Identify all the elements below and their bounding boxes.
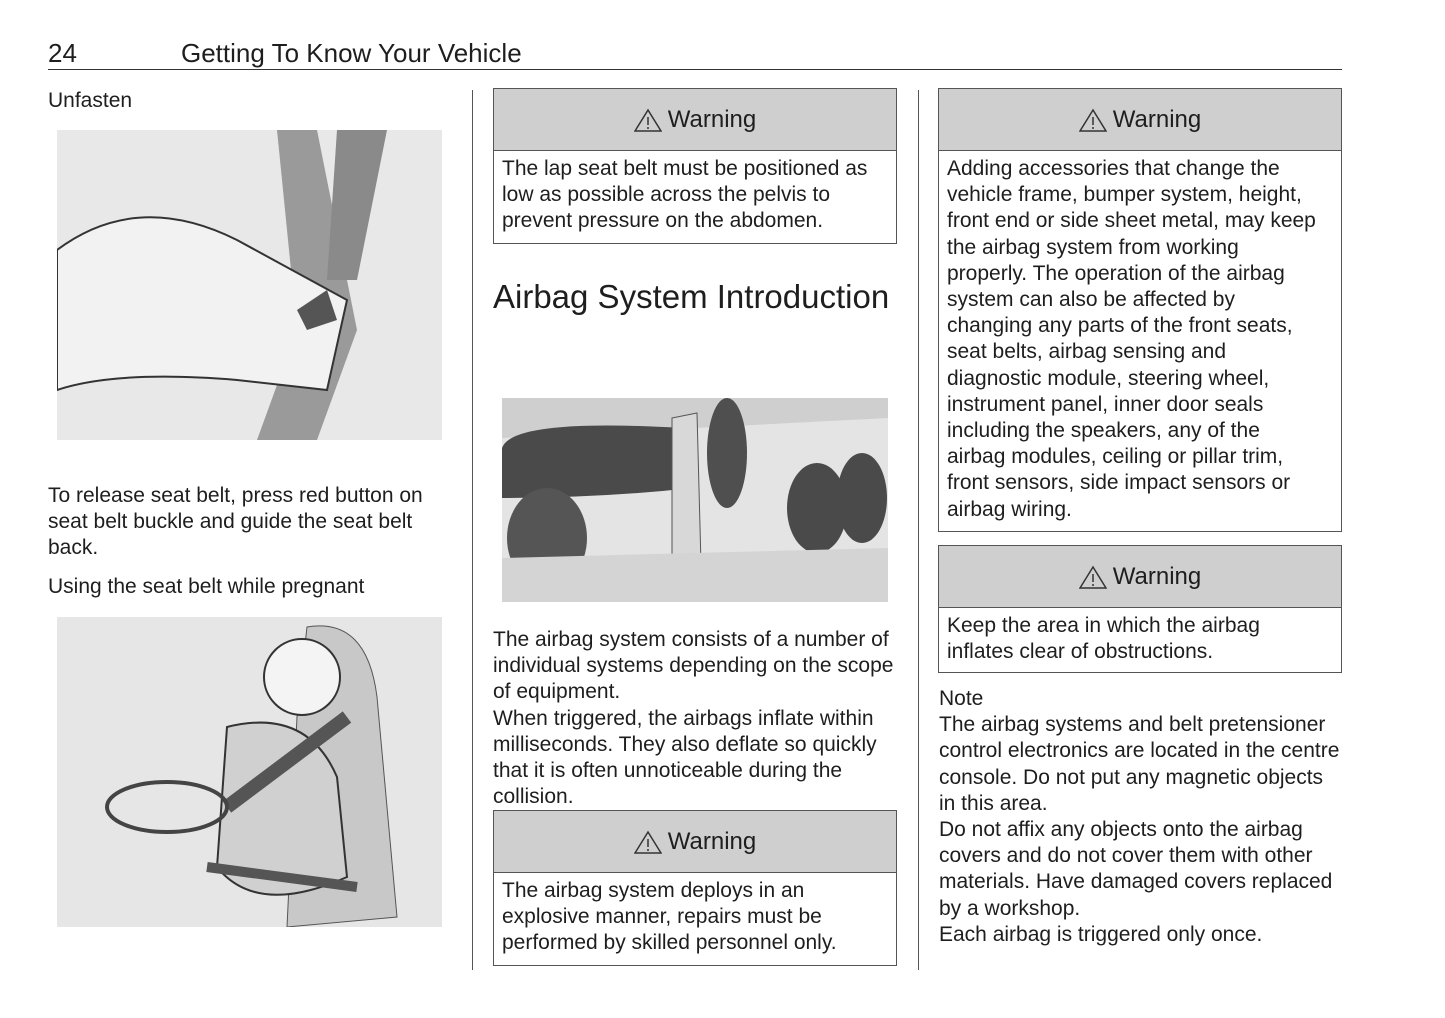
- paragraph: The airbag system consists of a number of individual systems depending on the scope of equipment.: [493, 628, 894, 704]
- column-divider: [918, 90, 919, 970]
- seat-belt-buckle-illustration: [57, 130, 442, 440]
- airbag-deployment-illustration: [502, 398, 888, 602]
- warning-triangle-icon: [634, 830, 662, 854]
- paragraph: When triggered, the airbags inflate within milliseconds. They also deflate so quickly that it is often unnoticeable during the collision.: [493, 706, 877, 809]
- release-instructions: To release seat belt, press red button on seat belt buckle and guide the seat belt back.: [48, 484, 423, 560]
- warning-text: The lap seat belt must be positioned as low as possible across the pelvis to prevent pressure on the abdomen.: [502, 157, 868, 233]
- warning-title: Warning: [667, 827, 757, 855]
- section-heading: Airbag System Introduction: [493, 278, 890, 315]
- warning-box: [938, 88, 1342, 532]
- note-text: The airbag systems and belt pretensioner control electronics are located in the centre console. Do not put any magnetic objects in this area.: [939, 713, 1340, 815]
- page-number: 24: [48, 38, 77, 68]
- page-title: Getting To Know Your Vehicle: [181, 38, 522, 68]
- warning-title: Warning: [1112, 105, 1202, 133]
- warning-triangle-icon: [1079, 108, 1107, 132]
- note-label: Note: [939, 687, 984, 710]
- note-section: [939, 686, 1345, 948]
- warning-box: [938, 545, 1342, 673]
- subheading-unfasten: Unfasten: [48, 89, 133, 112]
- pregnant-seat-belt-illustration: [57, 617, 442, 927]
- warning-text: The airbag system deploys in an explosive manner, repairs must be performed by skilled personnel only.: [502, 879, 837, 955]
- warning-box: [493, 810, 897, 966]
- warning-box: [493, 88, 897, 244]
- note-text: Do not affix any objects onto the airbag covers and do not cover them with other materials. Have damaged covers replaced by a workshop.: [939, 818, 1333, 920]
- subheading-pregnant: Using the seat belt while pregnant: [48, 575, 365, 598]
- warning-title: Warning: [667, 105, 757, 133]
- column-divider: [472, 90, 473, 970]
- warning-triangle-icon: [634, 108, 662, 132]
- airbag-description: [493, 627, 903, 810]
- warning-triangle-icon: [1079, 565, 1107, 589]
- warning-text: Keep the area in which the airbag inflates clear of obstructions.: [947, 614, 1260, 664]
- warning-title: Warning: [1112, 562, 1202, 590]
- warning-text: Adding accessories that change the vehicle frame, bumper system, height, front end or side sheet metal, may keep the airbag system from working properly. The operation of the airbag system can also be affected by changing any parts of the front seats, seat belts, airbag sensing and diagnostic module, steering wheel, instrument panel, inner door seals including the speakers, any of the airbag modules, ceiling or pillar trim, front sensors, side impact sensors or airbag wiring.: [947, 157, 1316, 521]
- note-text: Each airbag is triggered only once.: [939, 922, 1263, 946]
- header-rule: [48, 69, 1342, 70]
